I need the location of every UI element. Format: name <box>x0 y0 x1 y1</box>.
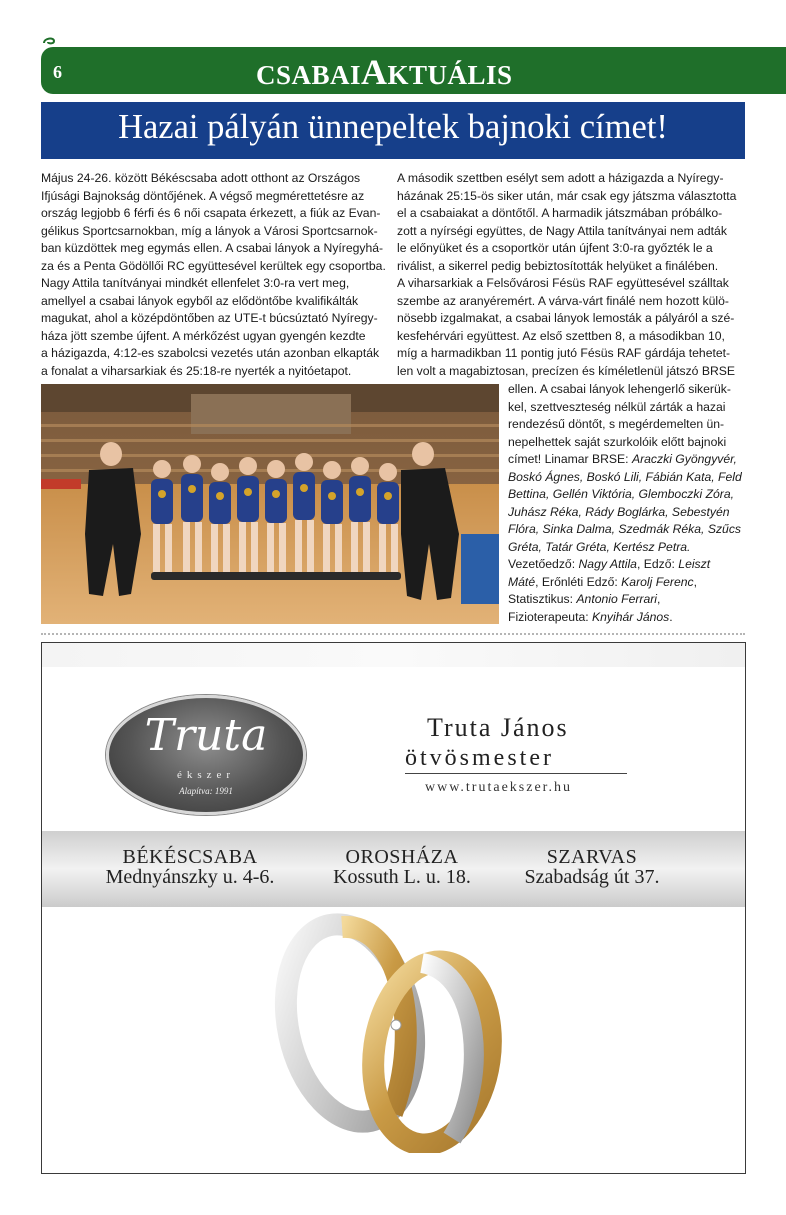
article-column-2 <box>397 170 747 380</box>
roster-line <box>508 469 748 487</box>
roster-line <box>508 504 748 522</box>
store-city: BÉKÉSCSABA <box>122 846 258 868</box>
staff-name: Karolj Ferenc <box>621 574 694 589</box>
article-line: Ifjúsági Bajnokság döntőjének. A végső megmérettetésre az <box>41 188 365 203</box>
section-title <box>256 51 513 93</box>
staff-line: Statisztikus: Antonio Ferrari, <box>508 592 661 606</box>
article-line: kesfehérvári együttest. Az első szettben 8, a másodikban 10, <box>397 328 725 343</box>
jeweler-advertisement <box>41 642 746 1174</box>
page-number: 6 <box>53 62 62 82</box>
roster-names: Gréta, Tatár Gréta, Kertész Petra. <box>508 539 691 554</box>
article-column-3 <box>508 381 748 626</box>
article-line: le előnyüket és a csoportkör után újfent 3:0-ra győzték le a <box>397 241 713 255</box>
store-address: Szabadság út 37. <box>524 866 660 888</box>
article-line: amellyel a csabai lányok egyből az elődöntőbe kvalifikálták <box>41 293 359 308</box>
article-line: magukat, ahol a középdöntőben az UTE-t búcsúztató Nyíregy- <box>41 311 378 325</box>
store-address: Kossuth L. u. 18. <box>333 866 471 888</box>
article-line: ban küzdöttek meg egymás ellen. A csabai lányok a Nyíregyhá- <box>41 241 384 255</box>
roster-line <box>508 451 748 469</box>
logo-subtitle: ékszer <box>176 769 236 781</box>
article-line: szembe az aranyéremért. A várva-várt finálé nem hozott külö- <box>397 293 729 308</box>
truta-logo <box>106 695 306 815</box>
staff-line: Máté, Erőnléti Edző: Karolj Ferenc, <box>508 574 698 589</box>
section-title-prefix: CSABAI <box>256 60 362 90</box>
staff-name: Nagy Attila <box>578 557 637 571</box>
swirl-logo-icon <box>42 36 56 46</box>
article-line: nösebb izgalmakat, a csabai lányok lemosták a pályáról a szé- <box>397 311 735 325</box>
article-line: rendezésű döntőt, s megérdemelten ün- <box>508 417 725 431</box>
article-line: A viharsarkiak a Felsővárosi Fésüs RAF együttesével szálltak <box>397 276 729 290</box>
roster-line <box>508 486 748 504</box>
article-line: a fonalat a viharsarkiak és 25:18-re nyerték a nyitóetapot. <box>41 363 352 378</box>
staff-line <box>508 556 748 574</box>
ad-trade: ötvösmester <box>405 745 554 771</box>
staff-label: Vezetőedző: <box>508 557 579 571</box>
staff-name: Leiszt <box>678 557 711 571</box>
article-line: kel, szettveszteség nélkül zárták a hazai <box>508 399 726 414</box>
logo-established: Alapítva: 1991 <box>179 786 233 796</box>
ad-business-name: Truta János <box>427 713 569 742</box>
roster-intro: címet! Linamar BRSE: <box>508 452 632 466</box>
roster-names: Boskó Ágnes, Boskó Lili, Fábián Kata, Feld <box>508 469 742 484</box>
staff-label: Statisztikus: <box>508 592 577 606</box>
article-headline: Hazai pályán ünnepeltek bajnoki címet! <box>118 108 668 146</box>
ad-top-band <box>42 643 745 667</box>
store-city: OROSHÁZA <box>345 846 459 868</box>
roster-names: Bettina, Gellén Viktória, Glemboczki Zóra, <box>508 487 735 501</box>
store-locations-band <box>42 831 745 907</box>
article-line: a házigazda, 4:12-es szabolcsi vezetés után azonban elkapták <box>41 346 380 360</box>
article-line: házának 25:15-ös siker után, már csak egy játszma választotta <box>397 188 737 203</box>
store-address: Mednyánszky u. 4-6. <box>105 866 275 888</box>
section-title-rest: KTUÁLIS <box>387 60 513 90</box>
store-location <box>100 847 280 887</box>
section-divider <box>41 633 745 635</box>
article-line: zott a nyírségi együttes, de Nagy Attila tanítványai nem adták <box>397 223 727 238</box>
section-title-initial: A <box>361 52 388 92</box>
roster-names: Araczki Gyöngyvér, <box>631 452 737 466</box>
article-line: ország legjobb 6 férfi és 6 női csapata érkezett, a fiúk az Evan- <box>41 206 381 220</box>
article-line: len volt a magabiztosan, precízen és kíméletlenül játszó BRSE <box>397 363 736 378</box>
store-location <box>312 847 492 887</box>
staff-line: Fizioterapeuta: Knyihár János. <box>508 609 673 624</box>
ad-rule <box>405 773 627 774</box>
team-celebration-photo <box>41 384 499 624</box>
staff-name: Knyihár János <box>592 609 670 624</box>
article-line: háza jött szembe újfent. A mérkőzést ugyan gyengén kezdte <box>41 328 366 343</box>
roster-names: Juhász Réka, Rády Boglárka, Sebestyén <box>508 504 730 519</box>
article-line: A második szettben esélyt sem adott a házigazda a Nyíregy- <box>397 171 724 185</box>
article-line: za és a Penta Gödöllői RC együttesével kerültek egy csoportba. <box>41 258 386 273</box>
article-line: nepelhettek saját szurkolóik előtt bajnoki <box>508 434 727 449</box>
headline-bar <box>41 102 745 159</box>
roster-line <box>508 539 748 557</box>
article-line: riválist, a sikerrel pedig bebiztosították helyüket a finálében. <box>397 258 719 273</box>
wedding-rings-image <box>272 913 512 1153</box>
staff-label: , Erőnléti Edző: <box>535 574 622 589</box>
logo-script-text: Truta <box>144 710 268 761</box>
roster-names: Flóra, Sinka Dalma, Szedmák Réka, Szűcs <box>508 522 742 536</box>
article-line: míg a harmadikban 11 pontig jutó Fésüs RAF gárdája tehetet- <box>397 346 731 360</box>
article-line: gélikus Sportcsarnokban, míg a lányok a Városi Sportcsarnok- <box>41 223 378 238</box>
article-column-1 <box>41 170 391 380</box>
article-line: Nagy Attila tanítványai mindkét ellenfelet 3:0-ra vert meg, <box>41 276 350 290</box>
roster-line <box>508 521 748 539</box>
article-line: ellen. A csabai lányok lehengerlő sikerük- <box>508 382 731 396</box>
store-city: SZARVAS <box>546 846 638 868</box>
article-line: Május 24-26. között Békéscsaba adott otthont az Országos <box>41 171 361 185</box>
ad-website: www.trutaekszer.hu <box>425 780 573 795</box>
article-line: el a csabaiakat a döntőtől. A harmadik játszmában próbálko- <box>397 206 723 220</box>
staff-name: Máté <box>508 574 536 589</box>
staff-label: Fizioterapeuta: <box>508 609 593 624</box>
staff-name: Antonio Ferrari <box>576 592 658 606</box>
staff-label: , Edző: <box>636 557 679 571</box>
store-location <box>502 847 682 887</box>
